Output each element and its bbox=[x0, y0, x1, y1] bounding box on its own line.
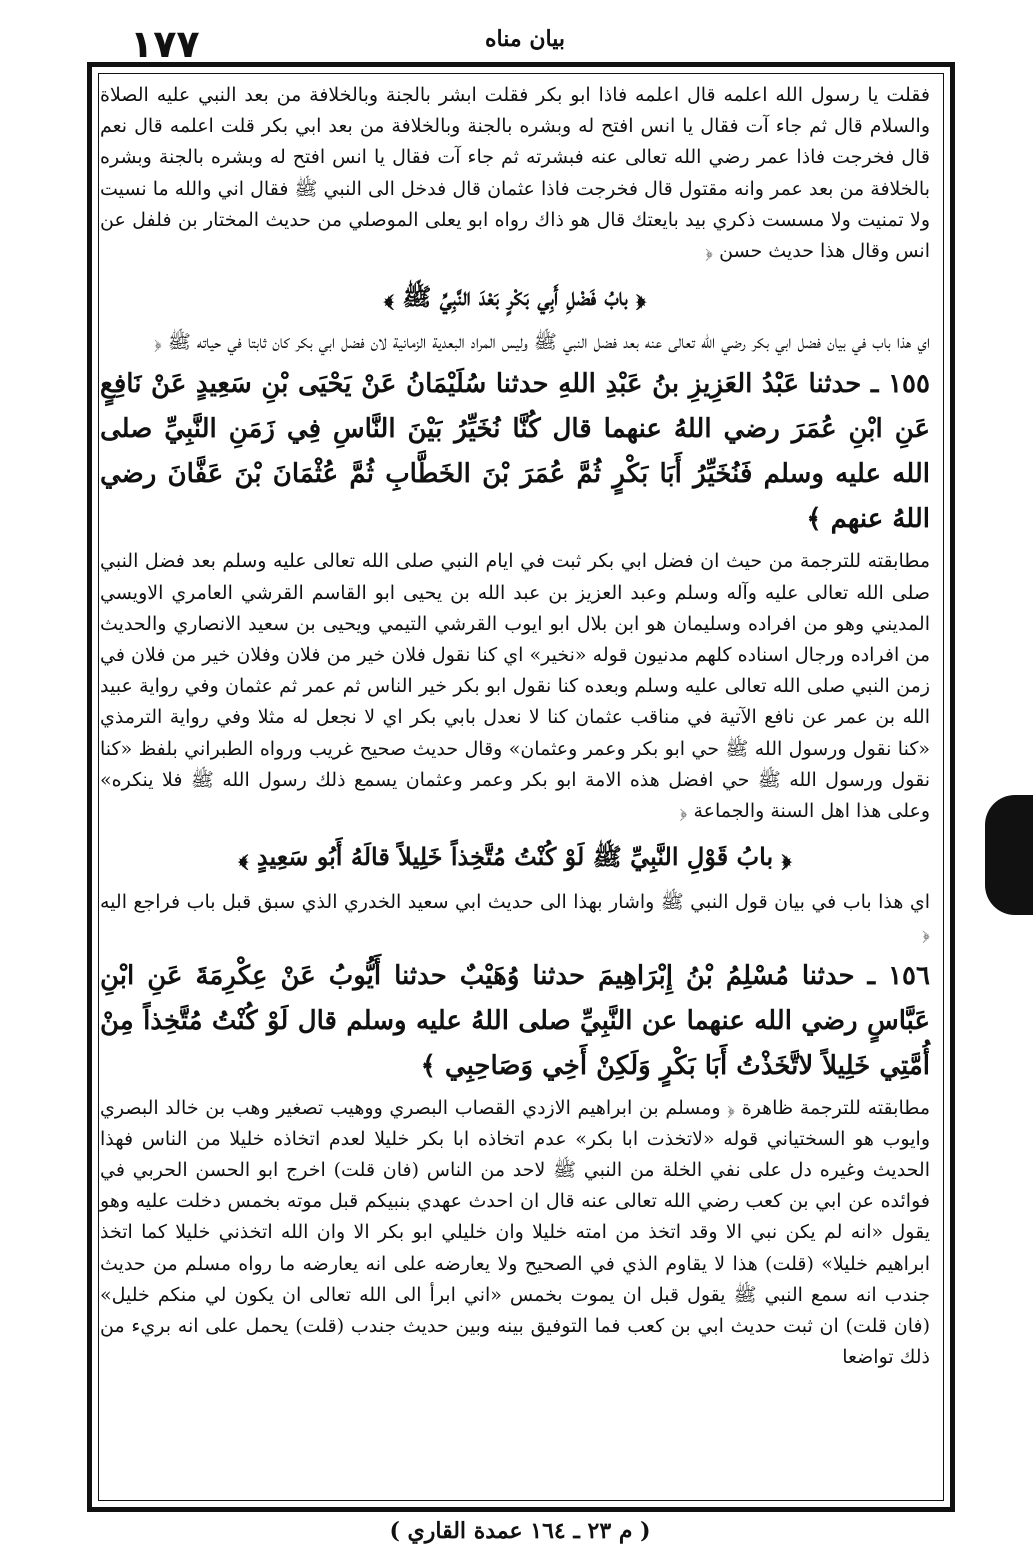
page-body bbox=[100, 80, 930, 1500]
commentary-paragraph: مطابقته للترجمة من حيث ان فضل ابي بكر ثبت في ايام النبي صلى الله تعالى عليه وسلم بعد فضل النبي صلى الله تعالى عليه وآله وسلم وعبد العزيز بن عبد الله بن يحيى ابو القاسم القرشي العامري الاويسي المديني وهو من افراده وسليمان هو ابن بلال ابو ايوب القرشي التيمي ويحيى بن سعيد الانصاري والحديث من افراده ورجال اسناده كلهم مدنيون قوله «نخير» اي كنا نقول فلان خير من فلان وفلان خير من فلان في زمن النبي صلى الله تعالى عليه وسلم وبعده كنا نقول ابو بكر خير الناس ثم عمر ثم عثمان وفي رواية عبيد الله بن عمر عن نافع الآتية في مناقب عثمان كنا لا نعدل بابي بكر اي لا نجعل له مثلا وفي رواية الترمذي «كنا نقول ورسول الله ﷺ حي ابو بكر وعمر وعثمان» وقال حديث صحيح غريب ورواه الطبراني بلفظ «كنا نقول ورسول الله ﷺ حي افضل هذه الامة ابو بكر وعمر وعثمان يسمع ذلك رسول الله ﷺ فلا ينكره» وعلى هذا اهل السنة والجماعة ﴿ bbox=[100, 550, 930, 823]
page-number: ١٧٧ bbox=[130, 22, 200, 66]
commentary-paragraph: مطابقته للترجمة ظاهرة ﴿ ومسلم بن ابراهيم الازدي القصاب البصري ووهيب تصغير وهب بن خالد البصري وايوب هو السختياني قوله «لاتخذت ابا بكر» عدم اتخاذه ابا بكر خليلا لعدم اتخاذه خليلا من الناس فهذا الحديث وغيره دل على نفي الخلة من النبي ﷺ لاحد من الناس (فان قلت) اخرج ابو الحسن الحربي في فوائده عن ابي بن كعب رضي الله تعالى عنه قال ان احدث عهدي بنبيكم قبل موته بخمس دخلت عليه وهو يقول «انه لم يكن نبي الا وقد اتخذ من امته خليلا وان خليلي ابو بكر الا وان الله اتخذني خليلا كما اتخذ ابراهيم خليلا» (قلت) هذا لا يقاوم الذي في الصحيح ولا يعارضه على انه يعارضه ما رواه مسلم من حديث جندب انه سمع النبي ﷺ يقول قبل ان يموت بخمس «اني ابرأ الى الله تعالى ان يكون لي منكم خليل» (فان قلت) ان ثبت حديث ابي بن كعب فما التوفيق بينه وبين حديث جندب (قلت) يحمل على انه بريء من ذلك تواضعا bbox=[100, 1096, 930, 1369]
chapter-heading: ﴿ بابُ فَضْلِ أَبِي بَكْرٍ بَعْدَ النَّبِيِّ ﷺ ﴾ bbox=[384, 282, 646, 312]
hadith-text: ١٥٦ ـ حدثنا مُسْلِمُ بْنُ إِبْرَاهِيمَ حدثنا وُهَيْبٌ حدثنا أَيُّوبُ عَنْ عِكْرِمَةَ عَنِ ابْنِ عَبَّاسٍ رضي الله عنهما عن النَّبِيِّ صلى اللهُ عليه وسلم قال لَوْ كُنْتُ مُتَّخِذاً مِنْ أُمَّتِي خَلِيلاً لاتَّخَذْتُ أَبَا بَكْرٍ وَلَكِنْ أَخِي وَصَاحِبِي ﴾ bbox=[100, 960, 930, 1081]
commentary-paragraph: اي هذا باب في بيان فضل ابي بكر رضي الله تعالى عنه بعد فضل النبي ﷺ وليس المراد البعدية الزمانية لان فضل ابي بكر كان ثابتا في حياته ﷺ ﴿ bbox=[154, 331, 930, 354]
hadith-text: ١٥٥ ـ حدثنا عَبْدُ العَزِيزِ بنُ عَبْدِ اللهِ حدثنا سُلَيْمَانُ عَنْ يَحْيَى بْنِ سَعِيدٍ عَنْ نَافِعٍ عَنِ ابْنِ عُمَرَ رضي اللهُ عنهما قال كُنَّا نُخَيِّرُ بَيْنَ النَّاسِ فِي زَمَنِ النَّبِيِّ صلى الله عليه وسلم فَنُخَيِّرُ أَبَا بَكْرٍ ثُمَّ عُمَرَ بْنَ الخَطَّابِ ثُمَّ عُثْمَانَ بْنَ عَفَّانَ رضي اللهُ عنهم ﴾ bbox=[100, 369, 930, 535]
footer-signature: ( م ٢٣ ـ ١٦٤ عمدة القاري ) bbox=[389, 1518, 651, 1544]
running-title: بيان مناه bbox=[485, 26, 565, 52]
scan-edge-mark bbox=[985, 795, 1033, 915]
commentary-paragraph: فقلت يا رسول الله اعلمه قال اعلمه فاذا ابو بكر فقلت ابشر بالجنة وبالخلافة من بعد النبي عليه الصلاة والسلام قال ثم جاء آت فقال يا انس افتح له وبشره بالجنة وبالخلافة من بعد ابي بكر قلت اعلمه قال نعم قال فخرجت فاذا عمر رضي الله تعالى عنه فبشرته ثم جاء آت فقال يا انس افتح له وبشره بالجنة وبشره بالخلافة من بعد عمر وانه مقتول قال فخرجت فاذا عثمان قال فدخل الى النبي ﷺ فقال اني والله ما نسيت ولا تمنيت ولا مسست ذكري بيد بايعتك قال هو ذاك رواه ابو يعلى الموصلي من حديث المختار بن فلفل عن انس وقال هذا حديث حسن ﴿ bbox=[100, 84, 930, 263]
commentary-paragraph: اي هذا باب في بيان قول النبي ﷺ واشار بهذا الى حديث ابي سعيد الخدري الذي سبق قبل باب فراجع اليه ﴿ bbox=[100, 891, 930, 945]
page-header bbox=[90, 22, 960, 66]
chapter-heading: ﴿ بابُ قَوْلِ النَّبِيِّ ﷺ لَوْ كُنْتُ مُتَّخِذاً خَلِيلاً قالَهُ أَبُو سَعِيدٍ ﴾ bbox=[238, 842, 792, 872]
